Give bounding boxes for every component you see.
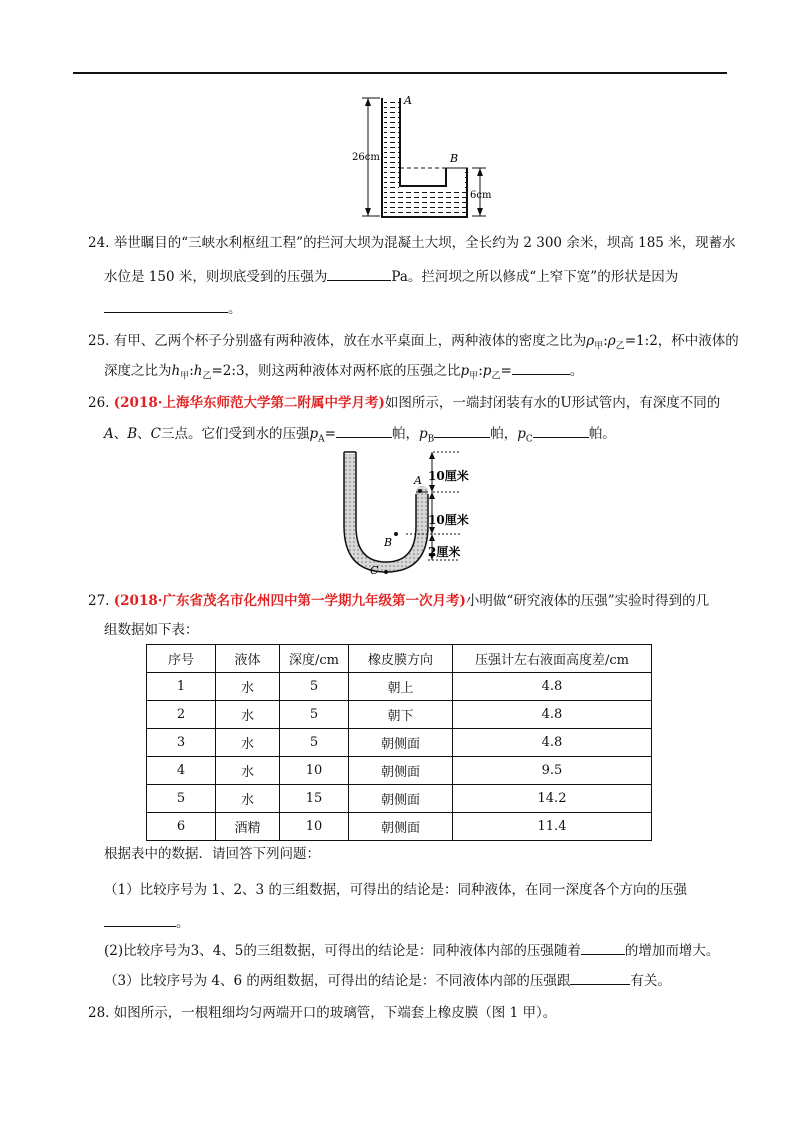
- table-row: [147, 757, 652, 785]
- table-cell: 水: [216, 701, 280, 729]
- q27-sub3: （3）比较序号为 4、6 的两组数据，可得出的结论是：不同液体内部的压强跟 有关。: [104, 970, 671, 991]
- q27-blank2[interactable]: [581, 940, 625, 955]
- col-header: 橡皮膜方向: [349, 645, 453, 673]
- q25-blank[interactable]: [512, 360, 570, 375]
- q28-line1: 28. 如图所示，一根粗细均匀两端开口的玻璃管，下端套上橡皮膜（图 1 甲）。: [88, 1005, 557, 1021]
- table-cell: 5: [280, 701, 349, 729]
- table-cell: 10: [280, 813, 349, 841]
- table-cell: 4.8: [453, 701, 652, 729]
- q24-blank2[interactable]: [104, 298, 228, 313]
- table-cell: 6: [147, 813, 216, 841]
- q24-line1: 24. 举世瞩目的“三峡水利枢纽工程”的拦河大坝为混凝土大坝，全长约为 2 300 余米，坝高 185 米，现蓄水: [88, 235, 736, 251]
- q25-line2: 深度之比为$h_甲:h_乙=2:3$，则这两种液体对两杯底的压强之比$p_甲:p_乙=$ 。: [104, 360, 583, 387]
- table-cell: 水: [216, 673, 280, 701]
- table-cell: 4.8: [453, 673, 652, 701]
- table-cell: 水: [216, 729, 280, 757]
- q27-sub1-cont: 。: [104, 912, 190, 933]
- table-row: [147, 673, 652, 701]
- table-cell: 10: [280, 757, 349, 785]
- table-row: [147, 785, 652, 813]
- table-cell: 朝侧面: [349, 785, 453, 813]
- label-b: B: [450, 152, 459, 165]
- dim-2cm: 2厘米: [428, 545, 461, 559]
- table-cell: 朝侧面: [349, 813, 453, 841]
- label-a: A: [414, 474, 422, 487]
- data-table: [146, 644, 652, 841]
- table-cell: 朝侧面: [349, 729, 453, 757]
- table-cell: 3: [147, 729, 216, 757]
- table-cell: 15: [280, 785, 349, 813]
- table-cell: 朝下: [349, 701, 453, 729]
- table-cell: 水: [216, 757, 280, 785]
- q26-line2: A、B、C三点。它们受到水的压强$p_A=$ 帕，$p_B$ 帕，$p_C$ 帕。: [104, 423, 616, 450]
- q27-blank3[interactable]: [570, 970, 630, 985]
- table-row: [147, 729, 652, 757]
- table-row: [147, 813, 652, 841]
- col-header: 压强计左右液面高度差/cm: [453, 645, 652, 673]
- table-cell: 5: [280, 729, 349, 757]
- label-b: B: [384, 536, 393, 549]
- table-cell: 5: [147, 785, 216, 813]
- table-cell: 5: [280, 673, 349, 701]
- table-cell: 酒精: [216, 813, 280, 841]
- header-rule: [73, 72, 727, 74]
- q26-line1: 26. (2018·上海华东师范大学第二附属中学月考)如图所示，一端封闭装有水的U形试管内，有深度不同的: [88, 395, 721, 411]
- q24-line2: 水位是 150 米，则坝底受到的压强为 Pa。拦河坝之所以修成“上窄下宽”的形状是因为: [104, 266, 678, 287]
- q26-blank-c[interactable]: [533, 423, 589, 438]
- table-cell: 11.4: [453, 813, 652, 841]
- table-header-row: [147, 645, 652, 673]
- col-header: 深度/cm: [280, 645, 349, 673]
- q27-line2: 组数据如下表：: [104, 622, 199, 638]
- q26-blank-b[interactable]: [434, 423, 490, 438]
- dim-26cm: 26cm: [352, 152, 380, 163]
- table-cell: 朝上: [349, 673, 453, 701]
- table-cell: 9.5: [453, 757, 652, 785]
- table-row: [147, 701, 652, 729]
- dim-10cm-mid: 10厘米: [428, 513, 469, 527]
- table-cell: 2: [147, 701, 216, 729]
- dim-10cm-top: 10厘米: [428, 469, 469, 483]
- dim-6cm: 6cm: [470, 190, 492, 201]
- table-cell: 14.2: [453, 785, 652, 813]
- q27-after: 根据表中的数据．请回答下列问题：: [104, 846, 320, 862]
- figure-u-tube: [340, 448, 500, 576]
- table-cell: 4: [147, 757, 216, 785]
- figure-l-container: [350, 90, 500, 222]
- q27-blank1[interactable]: [104, 912, 176, 927]
- q25-line1: 25. 有甲、乙两个杯子分别盛有两种液体，放在水平桌面上，两种液体的密度之比为$\rho_甲:\rho_乙=1:2$，杯中液体的: [88, 333, 739, 352]
- col-header: 序号: [147, 645, 216, 673]
- label-c: C: [370, 564, 379, 576]
- table-cell: 4.8: [453, 729, 652, 757]
- q27-sub1: （1）比较序号为 1、2、3 的三组数据，可得出的结论是：同种液体，在同一深度各个方向的压强: [104, 882, 687, 898]
- col-header: 液体: [216, 645, 280, 673]
- q24-blank1[interactable]: [327, 266, 391, 281]
- table-cell: 水: [216, 785, 280, 813]
- q24-line3: 。: [104, 298, 242, 319]
- q26-blank-a[interactable]: [336, 423, 392, 438]
- q27-sub2: (2)比较序号为3、4、5的三组数据，可得出的结论是：同种液体内部的压强随着 的增加而增大。: [104, 940, 719, 961]
- table-cell: 朝侧面: [349, 757, 453, 785]
- table-cell: 1: [147, 673, 216, 701]
- q27-line1: 27. (2018·广东省茂名市化州四中第一学期九年级第一次月考)小明做“研究液体的压强”实验时得到的几: [88, 593, 710, 609]
- label-a: A: [404, 94, 412, 107]
